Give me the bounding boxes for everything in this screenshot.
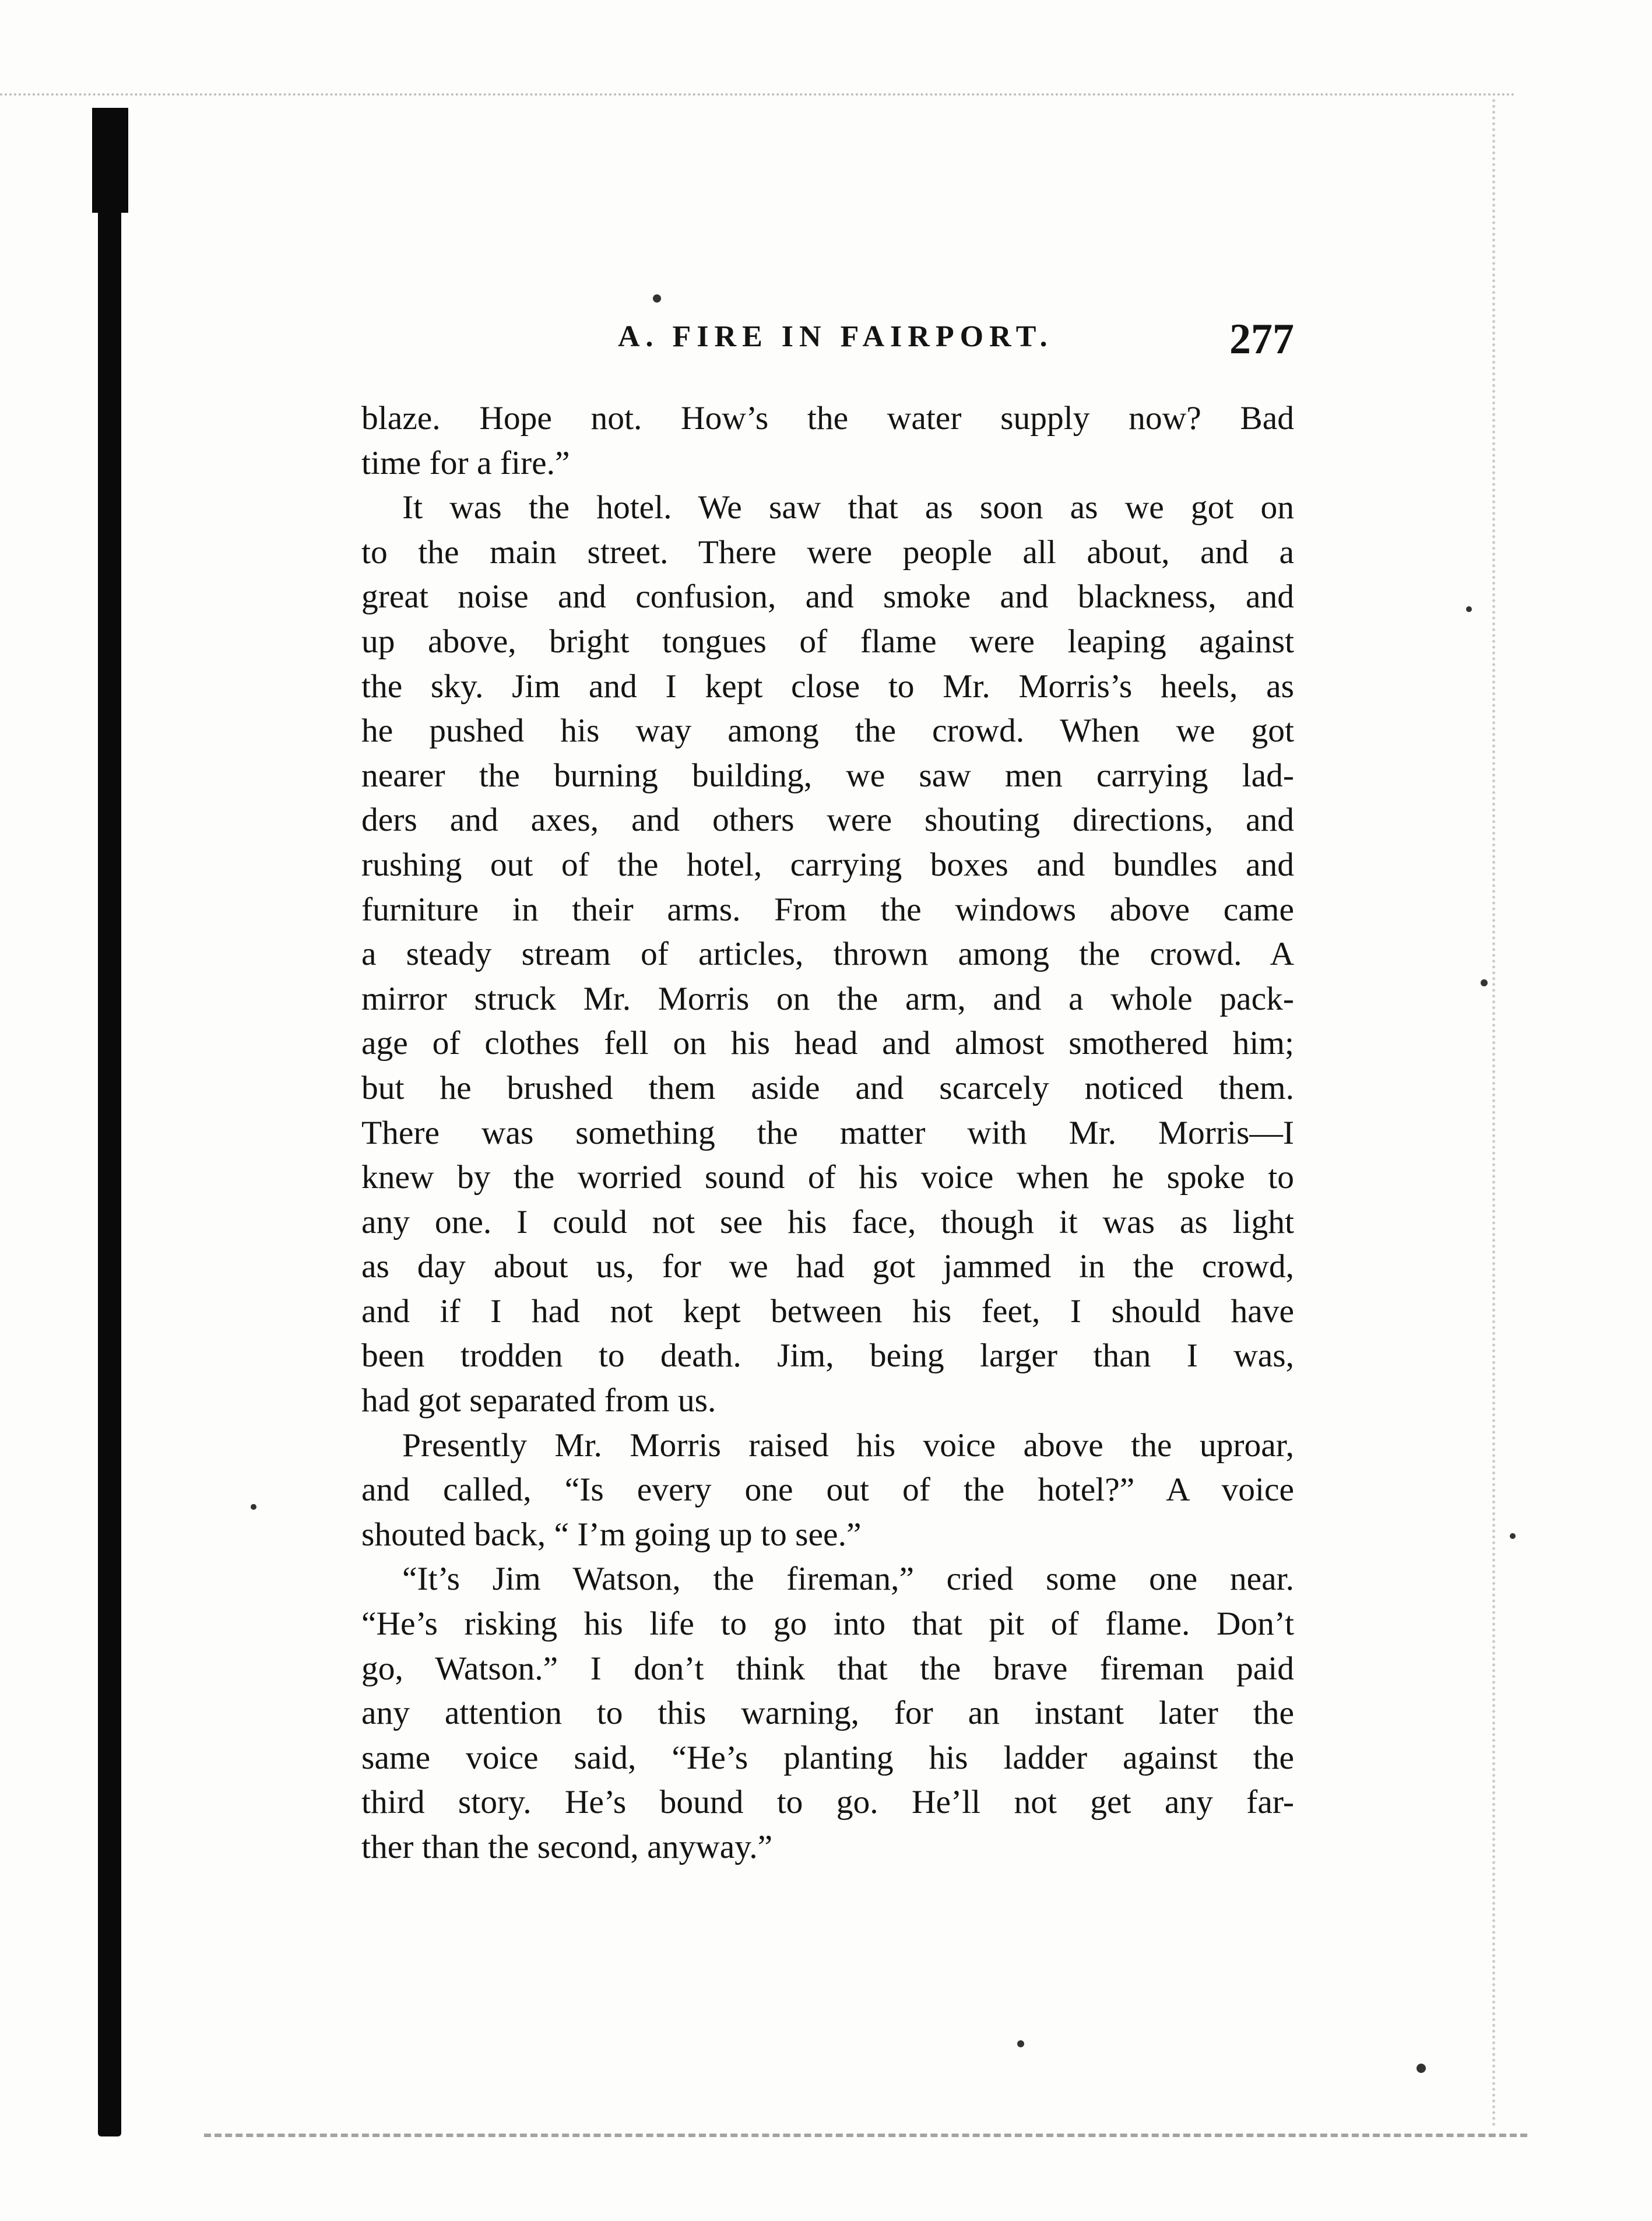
scan-speck xyxy=(1017,2040,1024,2047)
scan-noise-bottom xyxy=(204,2134,1527,2142)
text-line: to the main street. There were people all about, and a xyxy=(361,533,1294,571)
text-line: time for a fire.” xyxy=(361,444,570,482)
text-line: the sky. Jim and I kept close to Mr. Morris’s heels, as xyxy=(361,667,1294,705)
text-line: had got separated from us. xyxy=(361,1382,716,1419)
text-line: Presently Mr. Morris raised his voice above the uproar, xyxy=(402,1426,1294,1464)
text-line: shouted back, “ I’m going up to see.” xyxy=(361,1516,862,1553)
paragraph xyxy=(361,486,1294,1423)
text-line: ders and axes, and others were shouting directions, and xyxy=(361,802,1294,839)
paragraph xyxy=(361,396,1294,486)
text-line: he pushed his way among the crowd. When we got xyxy=(361,712,1294,750)
text-line: third story. He’s bound to go. He’ll not get any far- xyxy=(361,1784,1294,1821)
text-line: blaze. Hope not. How’s the water supply now? Bad xyxy=(361,400,1294,437)
binding-shadow xyxy=(98,108,121,2136)
text-line: and called, “Is every one out of the hotel?” A voice xyxy=(361,1471,1294,1509)
text-line: any attention to this warning, for an instant later the xyxy=(361,1695,1294,1732)
text-line: up above, bright tongues of flame were leaping against xyxy=(361,623,1294,660)
scan-speck xyxy=(1416,2064,1426,2073)
text-line: and if I had not kept between his feet, I should have xyxy=(361,1292,1294,1330)
text-line: been trodden to death. Jim, being larger than I was, xyxy=(361,1337,1294,1375)
running-title: A. FIRE IN FAIRPORT. xyxy=(618,320,1053,353)
text-line: mirror struck Mr. Morris on the arm, and a whole pack- xyxy=(361,980,1294,1017)
text-line: knew by the worried sound of his voice when he spoke to xyxy=(361,1159,1294,1196)
text-line: “He’s risking his life to go into that pit of flame. Don’t xyxy=(361,1605,1294,1643)
body-text xyxy=(361,396,1294,1870)
text-line: age of clothes fell on his head and almost smothered him; xyxy=(361,1025,1294,1062)
running-header xyxy=(361,315,1294,367)
text-line: furniture in their arms. From the windows above came xyxy=(361,891,1294,928)
text-line: It was the hotel. We saw that as soon as we got on xyxy=(402,489,1294,526)
text-line: ther than the second, anyway.” xyxy=(361,1829,773,1865)
scan-speck xyxy=(1481,979,1488,986)
scan-noise-top xyxy=(0,93,1516,105)
text-line: There was something the matter with Mr. Morris—I xyxy=(361,1114,1294,1151)
text-line: a steady stream of articles, thrown among the crowd. A xyxy=(361,936,1294,973)
text-line: “It’s Jim Watson, the fireman,” cried some one near. xyxy=(402,1561,1294,1598)
scan-noise-right-edge xyxy=(1492,99,1499,2128)
scan-speck xyxy=(1510,1533,1516,1539)
text-line: as day about us, for we had got jammed in the crowd, xyxy=(361,1248,1294,1285)
scan-speck xyxy=(251,1504,256,1510)
text-line: great noise and confusion, and smoke and blackness, and xyxy=(361,578,1294,616)
text-line: go, Watson.” I don’t think that the brave fireman paid xyxy=(361,1650,1294,1687)
page-number: 277 xyxy=(1229,315,1294,363)
text-line: nearer the burning building, we saw men carrying lad- xyxy=(361,757,1294,794)
text-line: any one. I could not see his face, though it was as light xyxy=(361,1203,1294,1240)
paragraph xyxy=(361,1424,1294,1558)
text-line: rushing out of the hotel, carrying boxes and bundles and xyxy=(361,846,1294,883)
scan-speck xyxy=(1466,606,1472,612)
scan-speck xyxy=(653,294,661,303)
paragraph xyxy=(361,1557,1294,1869)
text-line: same voice said, “He’s planting his ladder against the xyxy=(361,1739,1294,1776)
text-line: but he brushed them aside and scarcely noticed them. xyxy=(361,1069,1294,1106)
